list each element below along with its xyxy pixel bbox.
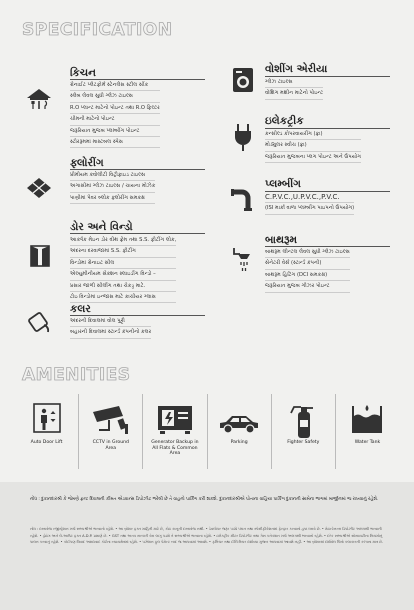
- list-item: જરૂરિયાત મુજબ પ્લમ્બીંગ પોઇન્ટ: [70, 126, 160, 137]
- elevator-icon: [32, 402, 62, 434]
- footer: [0, 482, 414, 610]
- plumbing-heading: પ્લમ્બીંગ: [265, 178, 301, 190]
- list-item: મોડ્યુલર સ્વીચ (ફ્રા): [265, 140, 361, 151]
- flooring-icon: [25, 176, 53, 200]
- amenity-auto-door-lift: [15, 394, 79, 469]
- list-item: પાણીમાં પેવર બ્લોક ફ્લોરીંગ સમકક્ષ: [70, 193, 155, 204]
- list-item: ગ્લેઝ ટાઇલ્સ: [265, 77, 323, 88]
- list-item: જરૂરિયાત મુજબ ગીઝર પોઇન્ટ: [265, 281, 350, 292]
- list-item: અંદરની દિવાલમાં વોલ પુટ્ટી: [70, 316, 151, 327]
- list-item: બહારની દિવાલમાં સ્ટાર્ન્ડ કંપનીનો કલર: [70, 327, 151, 338]
- amenity-label: Parking: [230, 440, 248, 445]
- amenity-fighter-safety: [272, 394, 336, 469]
- color-heading: કલર: [70, 303, 91, 315]
- list-item: પ્રીમીયમ ક્વોલીટી વિટ્રીફાઇડ ટાઇલ્સ: [70, 170, 155, 181]
- list-item: ટોઇ વિન્ડોમાં ઇન્જાસ માટે કાચીયર ગ્લાસ: [70, 292, 176, 303]
- door-window-heading: ડોર અને વિન્ડો: [70, 221, 133, 233]
- list-item: વોશિંગ મશીન માટેનો પોઇન્ટ: [265, 88, 323, 99]
- generator-icon: [155, 402, 195, 436]
- car-icon: [216, 408, 262, 438]
- list-item: (ISI માર્કા વાળા પ્લમ્બીંગ પાઇપનો ઉપયોગ): [265, 203, 354, 214]
- plumbing-pipe-icon: [230, 186, 256, 214]
- amenity-generator: [143, 394, 207, 469]
- list-item: આકર્ષક મેઇન ડોર વીથ ફ્રેમ તથા S.S. ફીટીંગ લોક,: [70, 235, 176, 246]
- paint-bucket-icon: [27, 309, 53, 335]
- list-item: અગાસીમાં ગ્લેઝ ટાઇલ્સ / ચાયના મોઝેક: [70, 181, 155, 192]
- specification-title: SPECIFICATION: [22, 20, 173, 40]
- amenity-label: Fighter Safety: [287, 440, 320, 445]
- amenity-parking: [208, 394, 272, 469]
- list-item: સ્ટોરરૂમમાં માસ્ટબલ સ્પેસ: [70, 137, 160, 148]
- amenities-row: [15, 394, 399, 469]
- list-item: C.P.V.C.,U.P.V.C.,P.V.C.: [265, 192, 354, 203]
- list-item: પ્રસાર જાળી સીલીંગ તથા ચેકડ્ડ માટે.: [70, 281, 176, 292]
- list-item: અંદરના દરવાજામાં S.S. ફીટીંગ: [70, 246, 176, 257]
- list-item: બાથરૂમ હિટિંગ (DCI સમકક્ષ): [265, 270, 350, 281]
- list-item: એલ્યુમીનીયમ સેક્શન સ્લાઇડીંગ વિન્ડો –: [70, 269, 176, 280]
- bathroom-heading: બાથરૂમ: [265, 234, 298, 246]
- kitchen-heading: કિચન: [70, 67, 97, 79]
- list-item: સેનેટરી વેર્સ (સ્ટાર્ન્ડ કંપની): [265, 258, 350, 269]
- cctv-camera-icon: [89, 402, 133, 438]
- list-item: ચીમની માટેનો પોઇન્ટ: [70, 114, 160, 125]
- amenity-cctv: [79, 394, 143, 469]
- list-item: વિન્ડોમાં ગ્રેનાઇટ સીલ: [70, 258, 176, 269]
- footer-note: નોંધ : દુકાનદારશ્રી કે જેમણે ફ્રન્ટ દિવાલની કીંમત એડવાન્સ ડિપોઝીટ ભરેલી છે તે વાહનો પાર્કિંગ કરી શકશે. દુકાનદારશ્રીએ પોતાના વાહિયા પાર્કિંગ દુકાનની સામેના ભાગમાં માર્જીનમાં જ રાખવાનું રહેશે.: [30, 497, 379, 502]
- list-item: જરૂરિયાત મુજબના પ્લગ પોઇન્ટ અને ઉપયોગ: [265, 152, 361, 163]
- washing-area-heading: વોશીંગ એરીયા: [265, 63, 328, 75]
- list-item: ગ્રેનાઈટ પ્લેટફોર્મ સ્ટેનલેસ સ્ટીલ સીંક: [70, 80, 160, 91]
- kitchen-icon: [24, 86, 54, 112]
- amenity-label: CCTV in Ground Area: [92, 440, 129, 451]
- list-item: સ્લેબ લેવલ સુધી ગ્લેઝ ટાઇલ્સ: [70, 91, 160, 102]
- amenity-label: Auto Door Lift: [30, 440, 63, 445]
- amenity-label: Water Tank: [354, 440, 381, 445]
- door-window-icon: [28, 244, 52, 268]
- list-item: બાથરૂમ લીન્ટલ લેવલ સુધી ગ્લેઝ ટાઇલ્સ: [265, 247, 350, 258]
- amenity-label: Generator Backup in All Flats & Common Area: [151, 440, 199, 457]
- electric-plug-icon: [230, 122, 256, 152]
- electric-heading: ઇલેકટ્રીક: [265, 115, 304, 127]
- water-tank-icon: [349, 402, 385, 436]
- footer-disclaimer: નોંધ : દસ્તાવેજ રજીસ્ટ્રેશન ખર્ચ સભ્યશ્રીએ ભરવાનો રહેશે. • આ બ્રોશર ફક્ત માહિતી માટે છે, કોઇ કાનૂની દસ્તાવેજ નથી. • ડેવલોપર જરૂર પડ્યે પ્લાન તથા સ્પેસીફીકેશનમાં ફેરફાર કરવાનો હક્ક ધરાવે છે. • મેઇન્ટેનન્સ ડિપોઝીટ અલગથી ભરવાની રહેશે. • ડ્રોઇંગ અને લે-આઉટ ફક્ત A.D.P. પ્રમાણે છે. • GST તથા અન્ય સરકારી વેરા લાગુ પડશે તે સભ્યશ્રીએ ભરવાના રહેશે. • ઇલેક્ટ્રીક મીટર ડિપોઝીટ તથા ગેસ કનેક્શન ખર્ચ અલગથી ભરવાનો રહેશે. • દરેક સભ્યશ્રીએ સોસાયટીના નિયમોનું પાલન કરવાનું રહેશે. • કોઈપણ વિવાદ અમદાવાદ કોર્ટના ન્યાયક્ષેત્રમાં રહેશે. • પઝેશન ફુલ પેમેન્ટ બાદ જ આપવામાં આવશે. • ફર્નિચર તથા ઈન્ટિરિયર દર્શાવ્યા મુજબ આપવામાં આવશે નહીં. • આ બ્રોશરમાં દર્શાવેલ ચિત્રો કલાકારની કલ્પના માત્ર છે.: [30, 527, 384, 545]
- fire-extinguisher-icon: [288, 402, 318, 440]
- flooring-heading: ફ્લોરીંગ: [70, 157, 104, 169]
- amenities-title: AMENITIES: [22, 365, 131, 385]
- amenity-water-tank: [336, 394, 399, 469]
- washing-machine-icon: [232, 67, 254, 93]
- shower-icon: [231, 246, 255, 274]
- list-item: R.O પ્લાન્ટ માટેનો પોઇન્ટ તથા R.O ફિલ્ટર: [70, 103, 160, 114]
- list-item: કન્સીલ્ડ કોપરવાયરીંગ (ફ્રા): [265, 129, 361, 140]
